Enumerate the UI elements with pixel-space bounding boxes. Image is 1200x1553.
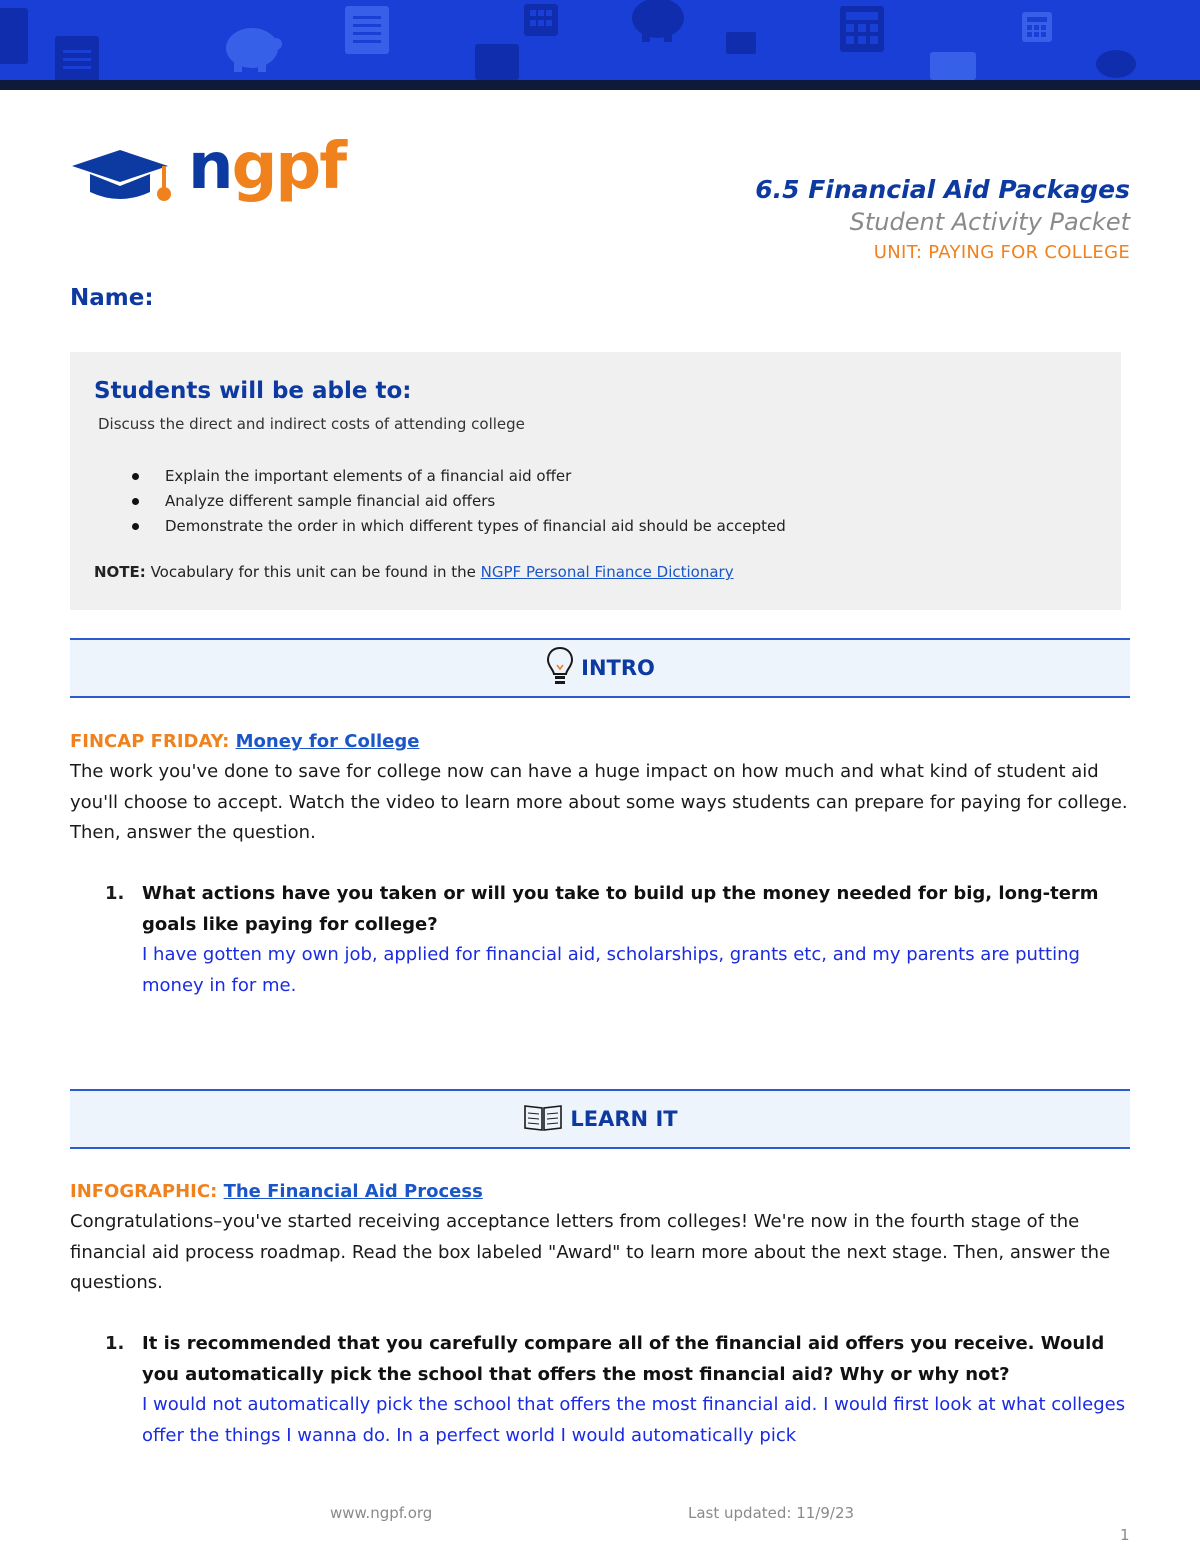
header-banner (0, 0, 1200, 80)
calculator-icon (524, 4, 558, 36)
intro-section-header (70, 638, 1130, 698)
document-subtitle: Student Activity Packet (849, 208, 1130, 236)
infographic-kicker: INFOGRAPHIC: The Financial Aid Process (70, 1181, 483, 1202)
footer-url: www.ngpf.org (330, 1504, 433, 1522)
objectives-lead: Discuss the direct and indirect costs of attending college (98, 415, 525, 433)
piggy-bank-icon (222, 20, 284, 76)
title-block (755, 175, 1130, 263)
document-icon (345, 6, 389, 54)
learn-label: LEARN IT (570, 1107, 678, 1131)
header-strip (0, 80, 1200, 90)
objectives-list (132, 464, 786, 539)
question-number: 1. (105, 883, 125, 904)
learn-content (70, 1177, 1130, 1299)
folder-icon (930, 52, 976, 80)
document-icon (55, 36, 99, 80)
intro-label: INTRO (581, 656, 655, 680)
logo-wordmark: ngpf (188, 130, 346, 204)
learn-section-header (70, 1089, 1130, 1149)
vocabulary-note: NOTE: Vocabulary for this unit can be found in the NGPF Personal Finance Dictionary (94, 563, 734, 581)
piggy-bank-icon (1094, 44, 1140, 80)
calculator-icon (840, 6, 884, 52)
question-text: What actions have you taken or will you take to build up the money needed for big, long-term goals like paying for college? (142, 883, 1099, 935)
answer-text[interactable]: I have gotten my own job, applied for financial aid, scholarships, grants etc, and my parents are putting money in for me. (142, 944, 1080, 996)
folder-icon (475, 44, 519, 80)
calculator-icon (1022, 12, 1052, 42)
money-for-college-link[interactable]: Money for College (235, 731, 420, 752)
financial-aid-process-link[interactable]: The Financial Aid Process (223, 1181, 483, 1202)
unit-label: UNIT: PAYING FOR COLLEGE (873, 242, 1130, 263)
lightbulb-icon (545, 645, 575, 691)
learn-question (105, 1329, 1135, 1451)
intro-question (105, 879, 1135, 1001)
intro-paragraph: The work you've done to save for college now can have a huge impact on how much and what kind of student aid you'll choose to accept. Watch the video to learn more about some ways students can prepare for paying for college. Then, answer the question. (70, 761, 1128, 843)
piggy-bank-icon (628, 0, 690, 44)
bullet-icon (132, 523, 139, 530)
bullet-icon (132, 473, 139, 480)
page-number: 1 (1120, 1526, 1130, 1544)
bullet-icon (132, 498, 139, 505)
document-title: 6.5 Financial Aid Packages (755, 175, 1130, 204)
objectives-box (70, 352, 1121, 610)
list-item: Explain the important elements of a financial aid offer (132, 464, 786, 489)
ngpf-logo (70, 130, 360, 218)
folder-icon (726, 32, 756, 54)
list-item: Analyze different sample financial aid offers (132, 489, 786, 514)
name-label: Name: (70, 285, 154, 311)
footer-last-updated: Last updated: 11/9/23 (688, 1504, 855, 1522)
dictionary-link[interactable]: NGPF Personal Finance Dictionary (480, 563, 734, 581)
fincap-kicker: FINCAP FRIDAY: Money for College (70, 731, 420, 752)
question-text: It is recommended that you carefully compare all of the financial aid offers you receive. Would you automatically pick the school that offers the most financial aid? Why or why not? (142, 1333, 1105, 1385)
objectives-heading: Students will be able to: (94, 378, 412, 404)
list-item: Demonstrate the order in which different types of financial aid should be accepted (132, 514, 786, 539)
question-number: 1. (105, 1333, 125, 1354)
intro-content (70, 727, 1130, 849)
folder-icon (0, 8, 34, 68)
book-icon (522, 1102, 564, 1136)
learn-paragraph: Congratulations–you've started receiving acceptance letters from colleges! We're now in the fourth stage of the financial aid process roadmap. Read the box labeled "Award" to learn more about the next stage. Then, answer the questions. (70, 1211, 1111, 1293)
answer-text[interactable]: I would not automatically pick the school that offers the most financial aid. I would first look at what colleges offer the things I wanna do. In a perfect world I would automatically pick (142, 1394, 1126, 1446)
